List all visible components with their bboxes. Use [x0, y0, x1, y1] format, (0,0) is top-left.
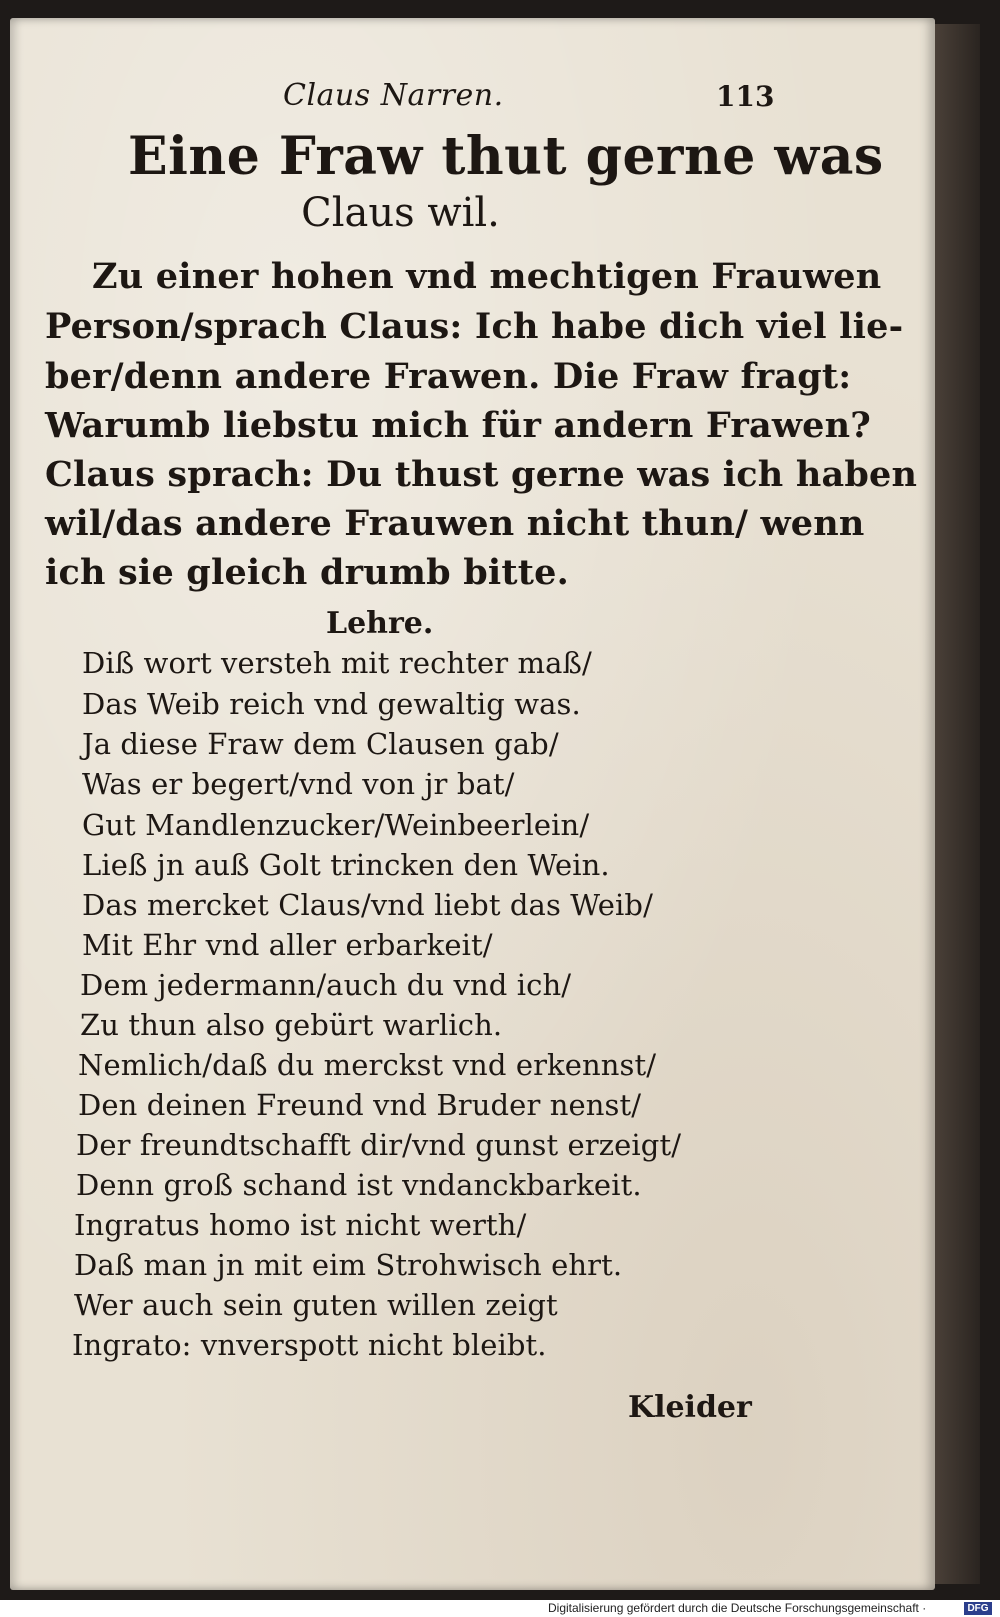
verse-line: Dem jedermann/auch du vnd ich/: [80, 968, 572, 1002]
chapter-title-line-1: Eine Fraw thut gerne was: [128, 126, 884, 187]
verse-line: Zu thun also gebürt warlich.: [80, 1008, 503, 1042]
verse-line: Denn groß schand ist vndanckbarkeit.: [76, 1168, 642, 1202]
verse-line: Nemlich/daß du merckst vnd erkennst/: [78, 1048, 657, 1082]
verse-line: Diß wort versteh mit rechter maß/: [82, 646, 592, 680]
chapter-title-line-2: Claus wil.: [301, 190, 500, 236]
page-number: 113: [716, 80, 775, 113]
prose-line: Zu einer hohen vnd mechtigen Frauwen: [92, 256, 882, 297]
verse-line: Das mercket Claus/vnd liebt das Weib/: [82, 888, 653, 922]
book-edge: [935, 24, 980, 1584]
prose-line: Person/sprach Claus: Ich habe dich viel lie-: [45, 306, 904, 347]
running-head: Claus Narren.: [283, 78, 504, 113]
prose-line: ich sie gleich drumb bitte.: [45, 552, 569, 593]
verse-line: Den deinen Freund vnd Bruder nenst/: [78, 1088, 642, 1122]
verse-line: Gut Mandlenzucker/Weinbeerlein/: [82, 808, 590, 842]
verse-line: Ja diese Fraw dem Clausen gab/: [82, 727, 559, 761]
verse-line: Was er begert/vnd von jr bat/: [82, 767, 515, 801]
verse-line: Daß man jn mit eim Strohwisch ehrt.: [74, 1248, 623, 1282]
verse-line: Mit Ehr vnd aller erbarkeit/: [82, 928, 493, 962]
verse-line: Wer auch sein guten willen zeigt: [74, 1288, 558, 1322]
lehre-heading: Lehre.: [326, 606, 434, 641]
catchword: Kleider: [628, 1390, 752, 1425]
digitization-credit: Digitalisierung gefördert durch die Deutsche Forschungsgemeinschaft ·: [548, 1601, 927, 1615]
verse-line: Ingratus homo ist nicht werth/: [74, 1208, 527, 1242]
verse-line: Ingrato: vnverspott nicht bleibt.: [72, 1328, 547, 1362]
prose-line: Warumb liebstu mich für andern Frawen?: [45, 405, 871, 446]
verse-line: Ließ jn auß Golt trincken den Wein.: [82, 848, 610, 882]
verse-line: Der freundtschafft dir/vnd gunst erzeigt/: [76, 1128, 682, 1162]
prose-line: Claus sprach: Du thust gerne was ich haben: [45, 454, 918, 495]
prose-line: ber/denn andere Frawen. Die Fraw fragt:: [45, 356, 852, 397]
prose-line: wil/das andere Frauwen nicht thun/ wenn: [45, 503, 865, 544]
dfg-logo: DFG: [964, 1602, 992, 1615]
verse-line: Das Weib reich vnd gewaltig was.: [82, 687, 581, 721]
